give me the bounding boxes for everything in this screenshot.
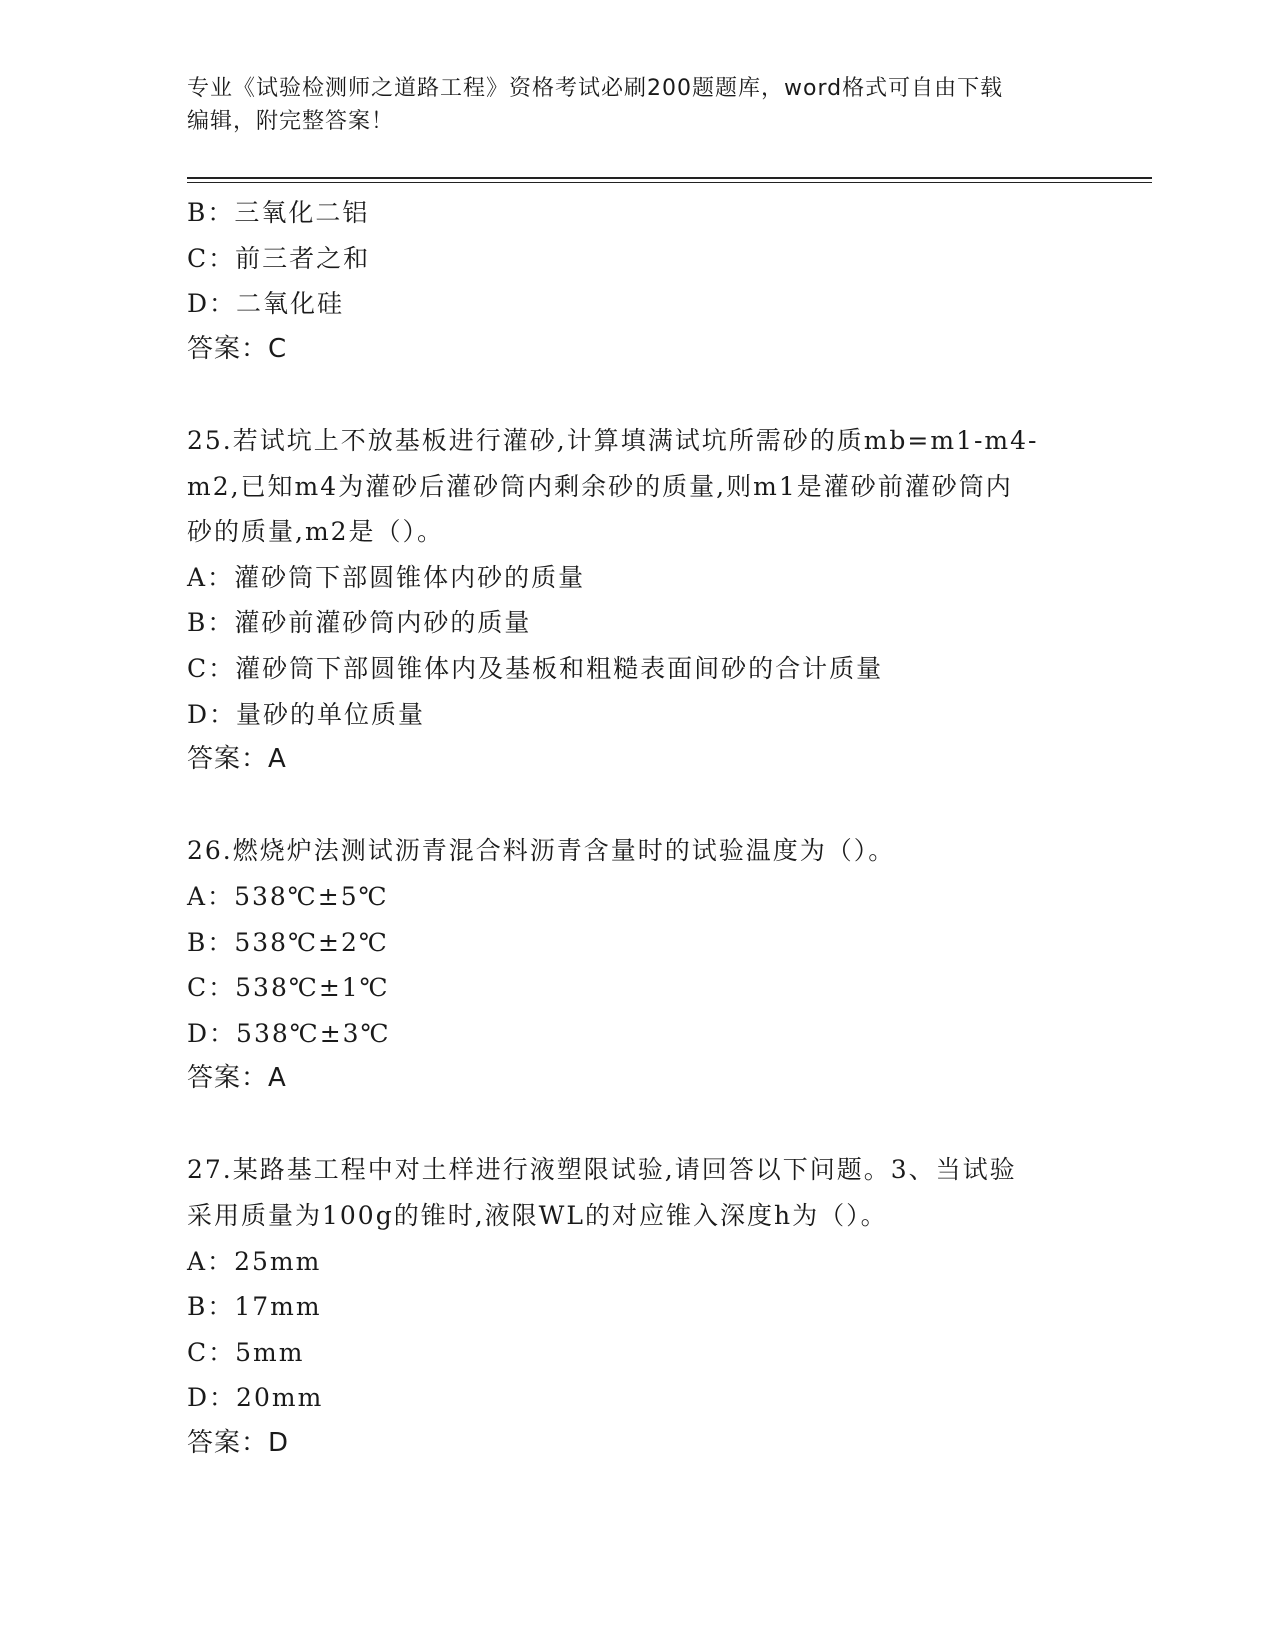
question-line: 砂的质量,m2是（）。 — [187, 517, 445, 547]
question-25 — [187, 418, 1087, 783]
option-text: 前三者之和 — [235, 243, 371, 273]
option-label: C： — [187, 243, 236, 273]
option-c — [187, 236, 1087, 282]
option-text: 538℃±2℃ — [234, 927, 389, 957]
option-text: 538℃±1℃ — [235, 973, 390, 1003]
option-text: 20mm — [236, 1383, 324, 1413]
option-label: D： — [187, 1018, 237, 1048]
option-text: 25mm — [234, 1246, 322, 1276]
option-text: 灌砂筒下部圆锥体内及基板和粗糙表面间砂的合计质量 — [235, 653, 884, 683]
question-27 — [187, 1147, 1087, 1466]
spacer — [187, 783, 1087, 829]
option-text: 17mm — [234, 1292, 322, 1322]
header-divider-thin — [187, 182, 1152, 183]
spacer — [187, 1102, 1087, 1148]
question-line: m2,已知m4为灌砂后灌砂筒内剩余砂的质量,则m1是灌砂前灌砂筒内 — [187, 471, 1013, 501]
document-header — [187, 72, 1087, 138]
header-line-1: 专业《试验检测师之道路工程》资格考试必刷200题题库，word格式可自由下载 — [187, 76, 1004, 101]
option-label: C： — [187, 1337, 236, 1367]
option-b — [187, 190, 1087, 236]
option-b — [187, 920, 1087, 966]
question-stem — [187, 828, 1067, 874]
option-label: D： — [187, 1383, 237, 1413]
option-c — [187, 646, 1087, 692]
option-d — [187, 281, 1087, 327]
question-line: 27.某路基工程中对土样进行液塑限试验,请回答以下问题。3、当试验 — [187, 1155, 1017, 1185]
answer-line: 答案：C — [187, 333, 288, 364]
option-label: A： — [187, 881, 235, 911]
spacer — [187, 372, 1087, 418]
option-text: 三氧化二铝 — [234, 198, 370, 227]
option-label: A： — [187, 1246, 235, 1276]
header-line-2: 编辑，附完整答案！ — [187, 109, 395, 134]
option-d — [187, 1375, 1087, 1421]
question-line: 25.若试坑上不放基板进行灌砂,计算填满试坑所需砂的质mb=m1-m4- — [187, 425, 1039, 455]
option-d — [187, 692, 1087, 738]
question-26 — [187, 828, 1087, 1102]
option-label: B： — [187, 927, 235, 957]
option-a — [187, 555, 1087, 601]
option-text: 二氧化硅 — [236, 289, 345, 319]
option-c — [187, 1330, 1087, 1376]
option-text: 538℃±5℃ — [234, 881, 389, 911]
option-text: 5mm — [235, 1337, 305, 1367]
question-line: 26.燃烧炉法测试沥青混合料沥青含量时的试验温度为（）。 — [187, 836, 896, 866]
option-text: 灌砂前灌砂筒内砂的质量 — [234, 608, 532, 638]
option-a — [187, 874, 1087, 920]
option-text: 灌砂筒下部圆锥体内砂的质量 — [234, 562, 586, 592]
option-label: B： — [187, 608, 235, 638]
question-list — [187, 190, 1087, 1467]
option-text: 量砂的单位质量 — [236, 699, 426, 729]
option-c — [187, 965, 1087, 1011]
option-label: C： — [187, 973, 236, 1003]
option-d — [187, 1011, 1087, 1057]
option-b — [187, 600, 1087, 646]
option-label: A： — [187, 562, 235, 592]
option-label: D： — [187, 699, 237, 729]
answer-line: 答案：A — [187, 1063, 287, 1094]
option-text: 538℃±3℃ — [236, 1018, 391, 1048]
question-stem — [187, 418, 1067, 555]
option-label: D： — [187, 289, 237, 319]
option-label: B： — [187, 1292, 235, 1322]
option-label: C： — [187, 653, 236, 683]
question-line: 采用质量为100g的锥时,液限WL的对应锥入深度h为（）。 — [187, 1201, 888, 1231]
option-b — [187, 1284, 1087, 1330]
prev-question-block — [187, 190, 1087, 372]
answer-line: 答案：D — [187, 1428, 290, 1459]
question-stem — [187, 1147, 1067, 1238]
answer-line: 答案：A — [187, 744, 287, 775]
option-label: B： — [187, 198, 235, 227]
header-divider-thick — [187, 177, 1152, 179]
option-a — [187, 1239, 1087, 1285]
